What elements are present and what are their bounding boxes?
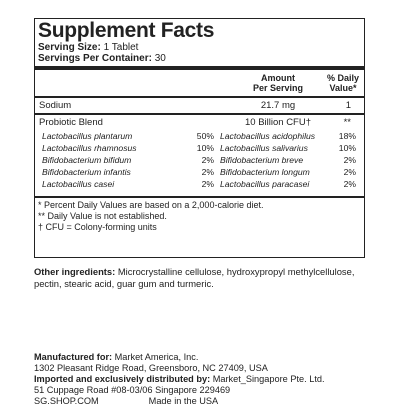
- sodium-amount: 21.7 mg: [260, 100, 296, 111]
- strain-name: Lactobacillus plantarum: [42, 131, 133, 141]
- strain-name: Lactobacillus salivarius: [220, 143, 308, 153]
- strain-pct: 2%: [343, 155, 356, 165]
- strain-pct: 50%: [196, 131, 214, 141]
- probiotic-blend-row: [38, 115, 361, 130]
- strain-pct: 10%: [338, 143, 356, 153]
- strain-name: Bifidobacterium bifidum: [42, 155, 132, 165]
- strain-pct: 2%: [201, 167, 214, 177]
- importer-label: Imported and exclusively distributed by:: [34, 374, 211, 384]
- blend-dv: **: [343, 117, 351, 128]
- made-in: Made in the USA: [148, 396, 219, 406]
- panel-title: Supplement Facts: [38, 19, 215, 42]
- sodium-row: [38, 98, 361, 113]
- strain-name: Bifidobacterium longum: [220, 167, 310, 177]
- servings-label: Servings Per Container:: [38, 53, 152, 64]
- strain-name: Bifidobacterium breve: [220, 155, 304, 165]
- importer-line: [34, 374, 394, 385]
- importer-name: Market_Singapore Pte. Ltd.: [210, 374, 325, 384]
- amount-per-serving-header: Amount Per Serving: [252, 73, 304, 93]
- footnotes: [38, 198, 361, 233]
- strain-name: Lactobacillus acidophilus: [220, 131, 316, 141]
- strain-left-2: [42, 154, 222, 166]
- other-ingredients: [34, 266, 374, 290]
- strain-right-3: [220, 166, 362, 178]
- serving-size-value: 1 Tablet: [103, 42, 139, 53]
- servings-per-container: [38, 53, 361, 64]
- supplement-facts-panel: [34, 18, 365, 258]
- manufactured-for-label: Manufactured for:: [34, 352, 113, 362]
- manufacturer-name: Market America, Inc.: [112, 352, 199, 362]
- strain-right-2: [220, 154, 362, 166]
- strain-left-4: [42, 178, 222, 190]
- sodium-dv: 1: [345, 100, 351, 111]
- strain-name: Lactobacillus paracasei: [220, 179, 310, 189]
- strain-list: [38, 130, 361, 196]
- footnote-not-established: ** Daily Value is not established.: [38, 211, 167, 221]
- manufacturer-address: 1302 Pleasant Ridge Road, Greensboro, NC 27409, USA: [34, 363, 268, 373]
- website-line: [34, 396, 394, 407]
- strain-pct: 2%: [343, 179, 356, 189]
- strain-pct: 2%: [201, 179, 214, 189]
- sodium-name: Sodium: [39, 100, 72, 111]
- strain-pct: 2%: [343, 167, 356, 177]
- serving-size: [38, 42, 361, 53]
- strain-name: Lactobacillus casei: [42, 179, 115, 189]
- blend-name: Probiotic Blend: [39, 117, 103, 128]
- strain-left-3: [42, 166, 222, 178]
- strain-pct: 10%: [196, 143, 214, 153]
- column-headers: [38, 70, 361, 96]
- servings-value: 30: [154, 53, 166, 64]
- other-ingredients-label: Other ingredients:: [34, 266, 116, 277]
- blend-amount: 10 Billion CFU†: [245, 117, 311, 128]
- manufactured-for-line: [34, 352, 394, 363]
- strain-pct: 2%: [201, 155, 214, 165]
- daily-value-header: % Daily Value*: [326, 73, 359, 93]
- strain-name: Bifidobacterium infantis: [42, 167, 131, 177]
- manufacturer-info: [34, 352, 394, 407]
- footnote-daily-values: * Percent Daily Values are based on a 2,000-calorie diet.: [38, 200, 264, 210]
- strain-right-0: [220, 130, 362, 142]
- serving-size-label: Serving Size:: [38, 42, 101, 53]
- strain-left-0: [42, 130, 222, 142]
- other-ingredients-text: Microcrystalline cellulose, hydroxypropyl methylcellulose, pectin, stearic acid, guar gum and turmeric.: [34, 266, 355, 289]
- strain-right-4: [220, 178, 362, 190]
- strain-right-1: [220, 142, 362, 154]
- importer-address: 51 Cuppage Road #08-03/06 Singapore 229469: [34, 385, 231, 395]
- website: SG.SHOP.COM: [34, 396, 99, 406]
- strain-left-1: [42, 142, 222, 154]
- strain-pct: 18%: [338, 131, 356, 141]
- strain-name: Lactobacillus rhamnosus: [42, 143, 137, 153]
- footnote-cfu: † CFU = Colony-forming units: [38, 222, 157, 232]
